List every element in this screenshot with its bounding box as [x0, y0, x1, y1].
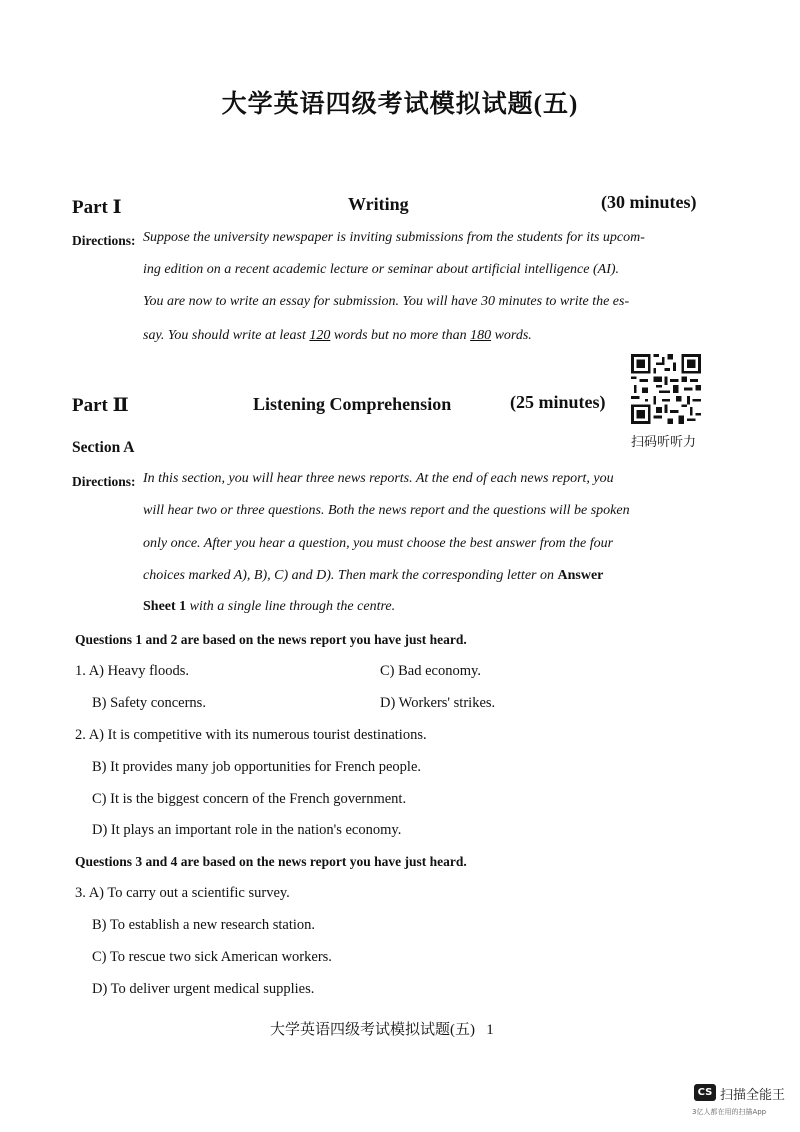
camscanner-logo-icon: CS	[694, 1084, 716, 1101]
q1-option-d: D) Workers' strikes.	[380, 695, 496, 711]
part-1-directions-line-4: say. You should write at least 120 words but no more than 180 words.	[143, 328, 532, 343]
q1-option-a: 1. A) Heavy floods.	[75, 663, 189, 679]
qr-code-icon[interactable]	[631, 354, 701, 424]
part-2-label: Part Ⅱ	[72, 395, 129, 416]
q2-option-a: 2. A) It is competitive with its numerous tourist destinations.	[75, 727, 427, 743]
q1-option-c: C) Bad economy.	[380, 663, 481, 679]
part-1-directions-label: Directions:	[72, 233, 136, 248]
part-2-time: (25 minutes)	[510, 392, 606, 412]
question-group-1-heading: Questions 1 and 2 are based on the news report you have just heard.	[75, 632, 467, 647]
camscanner-tagline: 3亿人都在用的扫描App	[692, 1108, 767, 1116]
part-2-directions-line-5: Sheet 1 with a single line through the centre.	[143, 599, 396, 614]
q3-option-a: 3. A) To carry out a scientific survey.	[75, 885, 290, 901]
part-1-directions-line-1: Suppose the university newspaper is inviting submissions from the students for its upcom-	[143, 230, 645, 245]
q1-option-b: B) Safety concerns.	[92, 695, 206, 711]
q3-option-c: C) To rescue two sick American workers.	[92, 949, 332, 965]
part-2-directions-line-2: will hear two or three questions. Both the news report and the questions will be spoken	[143, 503, 630, 518]
question-group-2-heading: Questions 3 and 4 are based on the news report you have just heard.	[75, 854, 467, 869]
part-2-directions-line-4: choices marked A), B), C) and D). Then mark the corresponding letter on Answer	[143, 568, 604, 583]
min-words: 120	[309, 328, 331, 343]
footer-title: 大学英语四级考试模拟试题(五)	[270, 1022, 475, 1038]
page-number: 1	[486, 1022, 494, 1038]
part-2-directions-label: Directions:	[72, 474, 136, 489]
part-1-time: (30 minutes)	[601, 192, 697, 212]
q3-option-b: B) To establish a new research station.	[92, 917, 316, 933]
q3-option-d: D) To deliver urgent medical supplies.	[92, 981, 315, 997]
part-1-directions-line-2: ing edition on a recent academic lecture or seminar about artificial intelligence (AI).	[143, 262, 620, 277]
part-1-label: Part Ⅰ	[72, 197, 122, 218]
q2-option-b: B) It provides many job opportunities for French people.	[92, 759, 422, 775]
q2-option-c: C) It is the biggest concern of the French government.	[92, 791, 407, 807]
part-2-directions-line-1: In this section, you will hear three news reports. At the end of each news report, you	[143, 471, 614, 486]
part-1-directions-line-3: You are now to write an essay for submission. You will have 30 minutes to write the es-	[143, 294, 630, 309]
qr-caption: 扫码听听力	[631, 434, 697, 449]
part-2-directions-line-3: only once. After you hear a question, you must choose the best answer from the four	[143, 536, 614, 551]
part-2-name: Listening Comprehension	[253, 394, 452, 414]
camscanner-name: 扫描全能王	[720, 1088, 786, 1103]
q2-option-d: D) It plays an important role in the nation's economy.	[92, 822, 402, 838]
page-footer	[270, 1018, 494, 1039]
part-1-name: Writing	[348, 194, 409, 214]
page-title: 大学英语四级考试模拟试题(五)	[221, 91, 579, 118]
section-a-heading: Section A	[72, 439, 135, 456]
max-words: 180	[470, 328, 492, 343]
